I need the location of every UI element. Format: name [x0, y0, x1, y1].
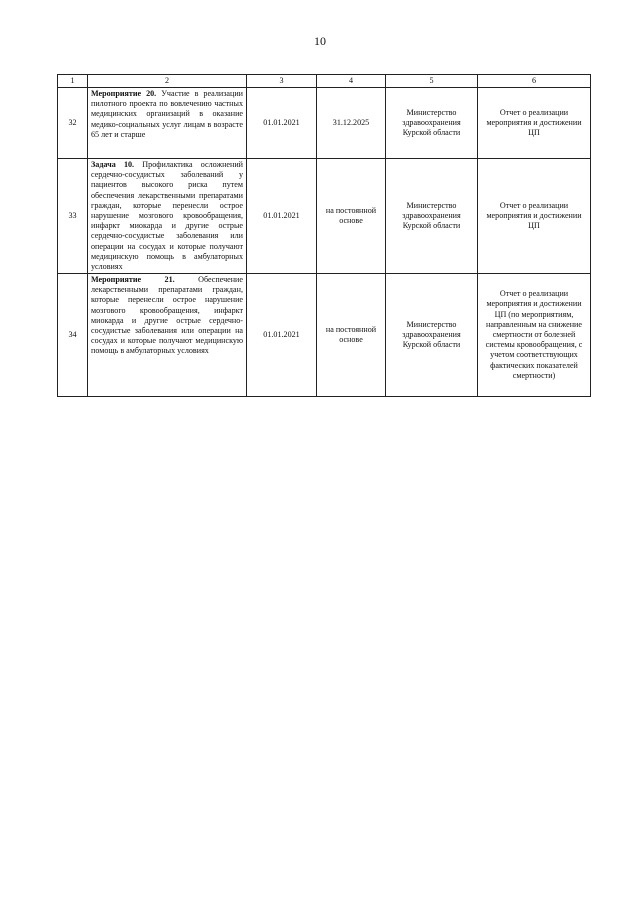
end-date: на постоянной основе	[317, 159, 386, 274]
start-date: 01.01.2021	[247, 274, 317, 397]
measure-description	[88, 88, 247, 159]
executor: Министерство здравоохранения Курской области	[386, 88, 478, 159]
column-header-1: 1	[58, 75, 88, 88]
column-header-2: 2	[88, 75, 247, 88]
measure-title: Мероприятие 21.	[91, 275, 175, 285]
executor: Министерство здравоохранения Курской области	[386, 274, 478, 397]
row-number: 33	[58, 159, 88, 274]
column-header-4: 4	[317, 75, 386, 88]
table-row	[58, 88, 591, 159]
measure-description	[88, 274, 247, 397]
column-header-3: 3	[247, 75, 317, 88]
measure-text: Профилактика осложнений сердечно-сосудистых заболеваний у пациентов высокого риска путем обеспечения лекарственными препаратами граждан, которые перенесли острое нарушение мозгового кровообращения, инфаркт миокарда и другие острые сердечно-сосудистые заболевания или операции на сосудах и которые получают медицинскую помощь в амбулаторных условиях	[91, 160, 244, 271]
row-number: 32	[58, 88, 88, 159]
header-row	[58, 75, 591, 88]
end-date: на постоянной основе	[317, 274, 386, 397]
row-number: 34	[58, 274, 88, 397]
expected-result: Отчет о реализации мероприятия и достижении ЦП	[478, 159, 591, 274]
column-header-5: 5	[386, 75, 478, 88]
column-header-6: 6	[478, 75, 591, 88]
measure-title: Задача 10.	[91, 160, 135, 169]
expected-result: Отчет о реализации мероприятия и достижении ЦП	[478, 88, 591, 159]
measure-text: Участие в реализации пилотного проекта по вовлечению частных медицинских организаций в оказание медико-социальных услуг лицам в возрасте 65 лет и старше	[91, 89, 243, 139]
end-date: 31.12.2025	[317, 88, 386, 159]
measure-description	[88, 159, 247, 274]
executor: Министерство здравоохранения Курской области	[386, 159, 478, 274]
measure-text: Обеспечение лекарственными препаратами граждан, которые перенесли острое нарушение мозгового кровообращения, инфаркт миокарда и другие острые сердечно-сосудистые заболевания или операции на сосудах и которые получают медицинскую помощь в амбулаторных условиях	[91, 275, 243, 356]
table-row	[58, 274, 591, 397]
table-row	[58, 159, 591, 274]
start-date: 01.01.2021	[247, 88, 317, 159]
expected-result: Отчет о реализации мероприятия и достижении ЦП (по мероприятиям, направленным на снижение смертности от болезней системы кровообращения, с учетом соответствующих фактических показателей смертности)	[478, 274, 591, 397]
page-number: 10	[314, 34, 326, 48]
start-date: 01.01.2021	[247, 159, 317, 274]
measures-table	[57, 74, 591, 397]
measure-title: Мероприятие 20.	[91, 89, 157, 98]
